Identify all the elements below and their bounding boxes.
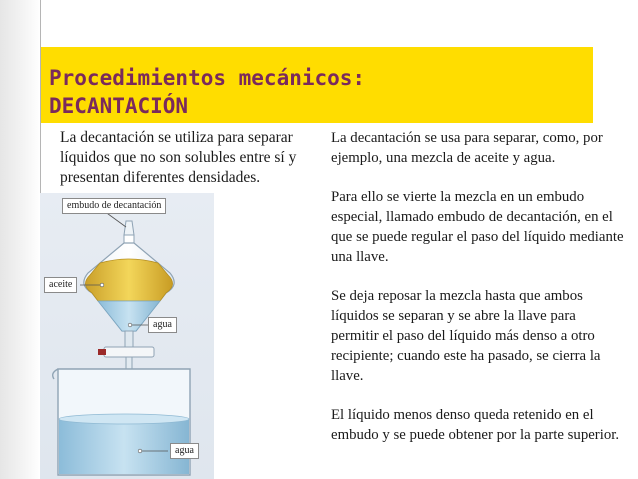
- explanation-paragraph-4: El líquido menos denso queda retenido en el embudo y se puede obtener por la parte superior.: [331, 407, 620, 443]
- stopcock-valve: [104, 347, 154, 357]
- intro-paragraph: La decantación se utiliza para separar líquidos que no son solubles entre sí y presentan diferentes densidades.: [60, 129, 297, 186]
- funnel-stopper: [124, 221, 134, 235]
- explanation-paragraph-3: Se deja reposar la mezcla hasta que ambos líquidos se separan y se abre la llave para permitir el paso del líquido más denso a otro recipiente; cuando este ha pasado, se cierra la llave.: [331, 288, 601, 384]
- separatory-funnel-drawing: [40, 193, 214, 479]
- explanation-column: [331, 128, 627, 464]
- explanation-paragraph-1: La decantación se usa para separar, como, por ejemplo, una mezcla de aceite y agua.: [331, 130, 603, 166]
- decantation-illustration: [40, 193, 214, 479]
- label-oil: aceite: [44, 277, 77, 293]
- oil-layer: [85, 259, 172, 301]
- explanation-paragraph-2: Para ello se vierte la mezcla en un embudo especial, llamado embudo de decantación, en el que se puede regular el paso del líquido mediante una llave.: [331, 189, 624, 265]
- left-side-bar: [0, 0, 40, 479]
- slide-title-line-2: DECANTACIÓN: [49, 94, 189, 118]
- label-funnel: embudo de decantación: [62, 198, 166, 214]
- stopcock-handle: [98, 349, 106, 355]
- slide-title: [49, 64, 365, 120]
- label-water-funnel: agua: [148, 317, 177, 333]
- slide-title-line-1: Procedimientos mecánicos:: [49, 66, 366, 90]
- label-water-beaker: agua: [170, 443, 199, 459]
